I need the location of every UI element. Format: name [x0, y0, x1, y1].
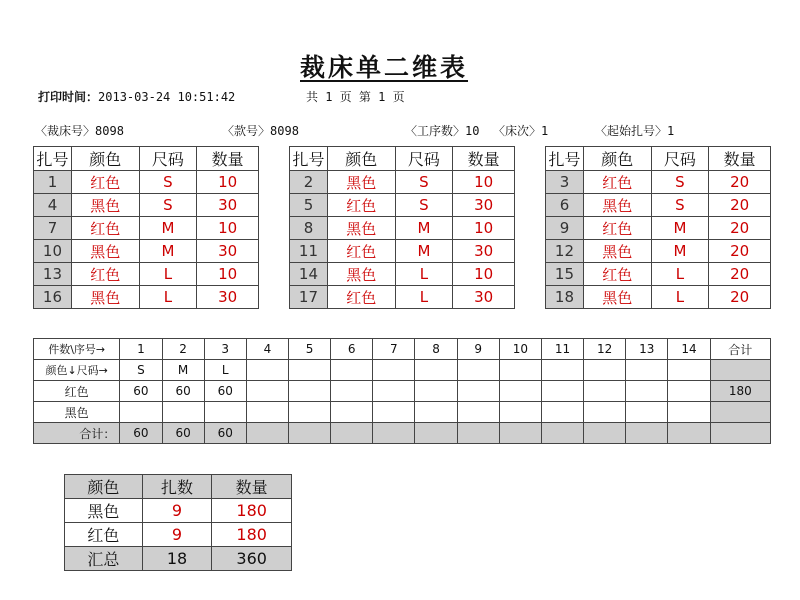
- color-summary-table: [64, 474, 292, 571]
- matrix-size-cell: [288, 360, 330, 381]
- bundle-quantity: 20: [709, 194, 771, 217]
- matrix-value-cell: [415, 381, 457, 402]
- matrix-size-cell: [626, 360, 668, 381]
- matrix-value-cell: [541, 381, 583, 402]
- page-info: 共 1 页 第 1 页: [306, 90, 405, 104]
- style-field: [222, 122, 299, 139]
- bundle-row: [34, 263, 259, 286]
- matrix-color-label: 黑色: [34, 402, 120, 423]
- bundle-row: [290, 217, 515, 240]
- matrix-value-cell: [246, 381, 288, 402]
- bundle-size: S: [139, 194, 197, 217]
- bundle-color: 黑色: [327, 171, 395, 194]
- bundle-size: M: [651, 217, 709, 240]
- bundle-quantity: 30: [197, 240, 259, 263]
- bundle-header-row: [290, 147, 515, 171]
- summary-header-cell: 数量: [212, 475, 292, 499]
- bundle-row: [546, 194, 771, 217]
- matrix-value-cell: [246, 402, 288, 423]
- matrix-color-label: 红色: [34, 381, 120, 402]
- bundle-header-cell: 颜色: [327, 147, 395, 171]
- summary-color: 黑色: [65, 499, 143, 523]
- matrix-seq-cell: 5: [288, 339, 330, 360]
- size-matrix-table: [33, 338, 771, 444]
- bundle-size: L: [139, 286, 197, 309]
- matrix-seq-cell: 13: [626, 339, 668, 360]
- bundle-header-cell: 数量: [709, 147, 771, 171]
- matrix-corner-bottom: 颜色↓尺码→: [34, 360, 120, 381]
- bundle-header-cell: 数量: [197, 147, 259, 171]
- bundle-number: 15: [546, 263, 584, 286]
- matrix-row-total: [710, 402, 770, 423]
- summary-row: [65, 523, 292, 547]
- matrix-value-cell: [626, 381, 668, 402]
- cutbed-value: 8098: [95, 124, 124, 138]
- bundle-color: 黑色: [583, 286, 651, 309]
- bundle-number: 2: [290, 171, 328, 194]
- matrix-size-cell: M: [162, 360, 204, 381]
- bundle-header-row: [546, 147, 771, 171]
- bundle-color: 黑色: [583, 240, 651, 263]
- print-time-label: 打印时间：: [38, 90, 99, 104]
- matrix-value-cell: [162, 402, 204, 423]
- bundle-size: M: [395, 217, 453, 240]
- matrix-size-cell: [499, 360, 541, 381]
- matrix-sum-cell: 60: [120, 423, 162, 444]
- bundle-size: L: [395, 286, 453, 309]
- bundle-size: M: [139, 217, 197, 240]
- matrix-sum-cell: [541, 423, 583, 444]
- bundle-size: S: [651, 194, 709, 217]
- bundle-row: [546, 217, 771, 240]
- bundle-quantity: 20: [709, 240, 771, 263]
- bundle-row: [290, 263, 515, 286]
- bundle-table-3: [545, 146, 771, 309]
- matrix-value-cell: [541, 402, 583, 423]
- summary-header-cell: 扎数: [142, 475, 212, 499]
- bundle-size: M: [651, 240, 709, 263]
- matrix-sum-cell: [584, 423, 626, 444]
- bundle-quantity: 20: [709, 263, 771, 286]
- matrix-size-cell: [373, 360, 415, 381]
- matrix-sum-cell: [331, 423, 373, 444]
- matrix-value-cell: [499, 381, 541, 402]
- bundle-size: M: [395, 240, 453, 263]
- bundle-quantity: 30: [453, 286, 515, 309]
- cutbed-field: [35, 122, 124, 139]
- bundle-color: 黑色: [327, 263, 395, 286]
- matrix-value-cell: [373, 381, 415, 402]
- print-time-value: 2013-03-24 10:51:42: [98, 90, 236, 104]
- bundle-number: 4: [34, 194, 72, 217]
- matrix-size-cell: [668, 360, 710, 381]
- bundle-header-cell: 尺码: [139, 147, 197, 171]
- summary-count: 9: [142, 523, 212, 547]
- bundle-number: 12: [546, 240, 584, 263]
- matrix-size-cell: [584, 360, 626, 381]
- matrix-value-cell: [288, 402, 330, 423]
- matrix-value-cell: [584, 381, 626, 402]
- matrix-value-cell: 60: [162, 381, 204, 402]
- matrix-value-cell: [668, 381, 710, 402]
- matrix-seq-cell: 3: [204, 339, 246, 360]
- bundle-header-cell: 颜色: [71, 147, 139, 171]
- summary-row: [65, 499, 292, 523]
- matrix-size-cell: [331, 360, 373, 381]
- bundle-table-2: [289, 146, 515, 309]
- matrix-seq-cell: 11: [541, 339, 583, 360]
- matrix-sum-cell: [246, 423, 288, 444]
- start-label: 〈起始扎号〉: [595, 124, 668, 138]
- matrix-value-cell: [457, 381, 499, 402]
- bundle-color: 红色: [71, 171, 139, 194]
- matrix-seq-row: [34, 339, 771, 360]
- bundle-row: [34, 286, 259, 309]
- matrix-seq-cell: 6: [331, 339, 373, 360]
- start-value: 1: [667, 124, 675, 138]
- report-title: 裁床单二维表: [300, 53, 469, 82]
- matrix-sum-cell: 60: [204, 423, 246, 444]
- matrix-color-row: [34, 402, 771, 423]
- matrix-value-cell: [331, 381, 373, 402]
- bundle-row: [290, 171, 515, 194]
- matrix-value-cell: [499, 402, 541, 423]
- matrix-seq-cell: 12: [584, 339, 626, 360]
- matrix-seq-cell: 7: [373, 339, 415, 360]
- matrix-value-cell: [120, 402, 162, 423]
- bundle-header-cell: 尺码: [651, 147, 709, 171]
- bundle-color: 红色: [327, 240, 395, 263]
- matrix-seq-cell: 10: [499, 339, 541, 360]
- bundle-color: 黑色: [327, 217, 395, 240]
- bed-label: 〈床次〉: [493, 124, 542, 138]
- matrix-total-blank: [710, 360, 770, 381]
- matrix-sum-cell: [288, 423, 330, 444]
- bundle-number: 13: [34, 263, 72, 286]
- bundle-number: 17: [290, 286, 328, 309]
- process-field: [405, 122, 479, 139]
- bundle-quantity: 30: [453, 240, 515, 263]
- matrix-size-cell: [457, 360, 499, 381]
- summary-header-row: [65, 475, 292, 499]
- bundle-color: 红色: [71, 217, 139, 240]
- bundle-color: 黑色: [71, 240, 139, 263]
- bundle-color: 红色: [583, 171, 651, 194]
- summary-count: 9: [142, 499, 212, 523]
- bundle-color: 红色: [71, 263, 139, 286]
- bundle-quantity: 20: [709, 171, 771, 194]
- bed-value: 1: [541, 124, 549, 138]
- bundle-quantity: 20: [709, 217, 771, 240]
- bundle-quantity: 10: [453, 263, 515, 286]
- bundle-row: [34, 240, 259, 263]
- matrix-size-cell: S: [120, 360, 162, 381]
- process-value: 10: [465, 124, 480, 138]
- matrix-value-cell: 60: [204, 381, 246, 402]
- matrix-value-cell: [457, 402, 499, 423]
- matrix-seq-cell: 8: [415, 339, 457, 360]
- bundle-number: 16: [34, 286, 72, 309]
- matrix-total-header: 合计: [710, 339, 770, 360]
- summary-header-cell: 颜色: [65, 475, 143, 499]
- bundle-size: S: [395, 194, 453, 217]
- matrix-value-cell: [584, 402, 626, 423]
- bundle-row: [290, 194, 515, 217]
- matrix-value-cell: [668, 402, 710, 423]
- bundle-size: L: [395, 263, 453, 286]
- bundle-quantity: 10: [453, 171, 515, 194]
- summary-total-count: 18: [142, 547, 212, 571]
- matrix-size-cell: [246, 360, 288, 381]
- bundle-quantity: 20: [709, 286, 771, 309]
- bundle-row: [546, 171, 771, 194]
- summary-color: 红色: [65, 523, 143, 547]
- bed-field: [493, 122, 548, 139]
- summary-quantity: 180: [212, 499, 292, 523]
- matrix-sum-cell: [668, 423, 710, 444]
- bundle-color: 黑色: [71, 194, 139, 217]
- bundle-row: [34, 217, 259, 240]
- matrix-row-total: 180: [710, 381, 770, 402]
- bundle-number: 5: [290, 194, 328, 217]
- bundle-number: 1: [34, 171, 72, 194]
- matrix-value-cell: [626, 402, 668, 423]
- matrix-sum-cell: [499, 423, 541, 444]
- bundle-color: 黑色: [583, 194, 651, 217]
- bundle-color: 红色: [327, 194, 395, 217]
- style-value: 8098: [270, 124, 299, 138]
- bundle-number: 14: [290, 263, 328, 286]
- matrix-sum-cell: [415, 423, 457, 444]
- bundle-size: L: [651, 263, 709, 286]
- bundle-header-cell: 扎号: [546, 147, 584, 171]
- bundle-row: [546, 240, 771, 263]
- bundle-number: 18: [546, 286, 584, 309]
- matrix-value-cell: [204, 402, 246, 423]
- matrix-size-row: [34, 360, 771, 381]
- matrix-value-cell: 60: [120, 381, 162, 402]
- bundle-header-cell: 尺码: [395, 147, 453, 171]
- bundle-color: 黑色: [71, 286, 139, 309]
- bundle-quantity: 10: [453, 217, 515, 240]
- matrix-sum-cell: [626, 423, 668, 444]
- bundle-number: 9: [546, 217, 584, 240]
- matrix-seq-cell: 2: [162, 339, 204, 360]
- matrix-sum-cell: 60: [162, 423, 204, 444]
- matrix-color-row: [34, 381, 771, 402]
- matrix-sum-label: 合计：: [34, 423, 120, 444]
- bundle-size: M: [139, 240, 197, 263]
- matrix-value-cell: [373, 402, 415, 423]
- bundle-row: [546, 263, 771, 286]
- bundle-row: [34, 171, 259, 194]
- print-time-line: [38, 88, 235, 105]
- bundle-header-row: [34, 147, 259, 171]
- bundle-number: 3: [546, 171, 584, 194]
- bundle-color: 红色: [327, 286, 395, 309]
- bundle-quantity: 10: [197, 217, 259, 240]
- matrix-size-cell: [541, 360, 583, 381]
- bundle-number: 8: [290, 217, 328, 240]
- matrix-sum-total: [710, 423, 770, 444]
- bundle-row: [34, 194, 259, 217]
- matrix-value-cell: [415, 402, 457, 423]
- bundle-size: S: [651, 171, 709, 194]
- bundle-size: L: [651, 286, 709, 309]
- bundle-row: [290, 286, 515, 309]
- bundle-number: 6: [546, 194, 584, 217]
- bundle-row: [546, 286, 771, 309]
- bundle-size: L: [139, 263, 197, 286]
- bundle-table-1: [33, 146, 259, 309]
- matrix-value-cell: [331, 402, 373, 423]
- bundle-number: 11: [290, 240, 328, 263]
- matrix-seq-cell: 4: [246, 339, 288, 360]
- bundle-color: 红色: [583, 217, 651, 240]
- start-field: [595, 122, 674, 139]
- matrix-sum-cell: [457, 423, 499, 444]
- bundle-number: 7: [34, 217, 72, 240]
- matrix-sum-row: [34, 423, 771, 444]
- summary-total-label: 汇总: [65, 547, 143, 571]
- matrix-size-cell: [415, 360, 457, 381]
- bundle-number: 10: [34, 240, 72, 263]
- matrix-corner-top: 件数\序号→: [34, 339, 120, 360]
- matrix-seq-cell: 1: [120, 339, 162, 360]
- bundle-header-cell: 扎号: [34, 147, 72, 171]
- bundle-color: 红色: [583, 263, 651, 286]
- bundle-quantity: 10: [197, 171, 259, 194]
- summary-quantity: 180: [212, 523, 292, 547]
- bundle-header-cell: 颜色: [583, 147, 651, 171]
- bundle-size: S: [395, 171, 453, 194]
- style-label: 〈款号〉: [222, 124, 271, 138]
- bundle-header-cell: 数量: [453, 147, 515, 171]
- matrix-seq-cell: 9: [457, 339, 499, 360]
- summary-total-row: [65, 547, 292, 571]
- bundle-header-cell: 扎号: [290, 147, 328, 171]
- matrix-seq-cell: 14: [668, 339, 710, 360]
- cutbed-label: 〈裁床号〉: [35, 124, 96, 138]
- matrix-value-cell: [288, 381, 330, 402]
- bundle-quantity: 10: [197, 263, 259, 286]
- matrix-size-cell: L: [204, 360, 246, 381]
- bundle-quantity: 30: [197, 286, 259, 309]
- summary-total-quantity: 360: [212, 547, 292, 571]
- bundle-row: [290, 240, 515, 263]
- bundle-quantity: 30: [453, 194, 515, 217]
- bundle-quantity: 30: [197, 194, 259, 217]
- matrix-sum-cell: [373, 423, 415, 444]
- process-label: 〈工序数〉: [405, 124, 466, 138]
- bundle-size: S: [139, 171, 197, 194]
